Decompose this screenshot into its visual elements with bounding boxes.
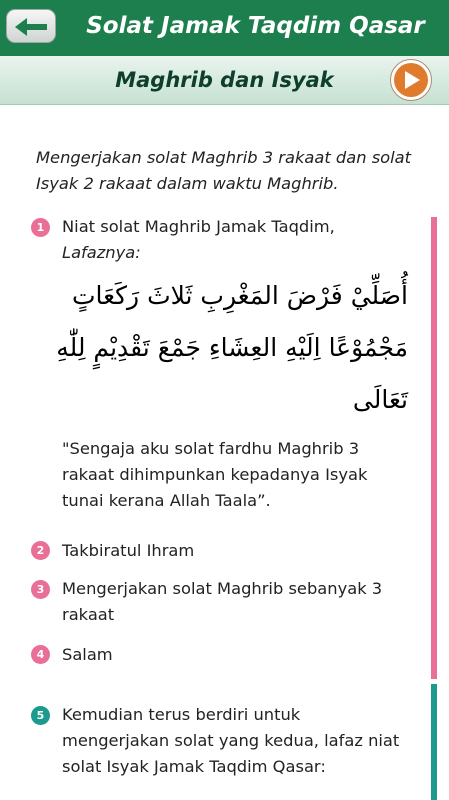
step-text: Niat solat Maghrib Jamak Taqdim, bbox=[62, 217, 335, 236]
play-button[interactable] bbox=[390, 59, 432, 101]
step-number-badge: 1 bbox=[31, 218, 50, 237]
niat-translation: "Sengaja aku solat fardhu Maghrib 3 rakaat dihimpunkan kepadanya Isyak tunai kerana Allah Taala”. bbox=[62, 439, 368, 510]
app-header bbox=[0, 0, 449, 56]
isyak-section-bar bbox=[431, 684, 437, 800]
step-subtext: Lafaznya: bbox=[62, 243, 141, 262]
page-title: Solat Jamak Taqdim Qasar bbox=[86, 13, 425, 39]
back-button[interactable] bbox=[6, 9, 56, 43]
intro-text: Mengerjakan solat Maghrib 3 rakaat dan solat Isyak 2 rakaat dalam waktu Maghrib. bbox=[36, 148, 412, 193]
step-number-badge: 5 bbox=[31, 706, 50, 725]
section-header bbox=[0, 56, 449, 105]
step-number-badge: 4 bbox=[31, 645, 50, 664]
step-text: Kemudian terus berdiri untuk mengerjakan solat yang kedua, lafaz niat solat Isyak Jamak Taqdim Qasar: bbox=[62, 705, 400, 776]
niat-arabic-text: أُصَلِّيْ فَرْضَ المَغْرِبِ ثَلاثَ رَكَعَاتٍ مَجْمُوْعًا اِلَيْهِ العِشَاءِ جَمْعَ تَقْدِيْمٍ لِلّٰهِ تَعَالَى bbox=[56, 281, 408, 414]
play-icon bbox=[394, 63, 428, 97]
chevron-left-icon bbox=[13, 16, 51, 38]
step-text: Takbiratul Ihram bbox=[62, 541, 195, 560]
maghrib-section-bar bbox=[431, 217, 437, 679]
step-text: Mengerjakan solat Maghrib sebanyak 3 rakaat bbox=[62, 579, 383, 624]
step-text: Salam bbox=[62, 645, 113, 664]
step-number-badge: 2 bbox=[31, 541, 50, 560]
step-number-badge: 3 bbox=[31, 580, 50, 599]
section-title: Maghrib dan Isyak bbox=[115, 68, 334, 92]
